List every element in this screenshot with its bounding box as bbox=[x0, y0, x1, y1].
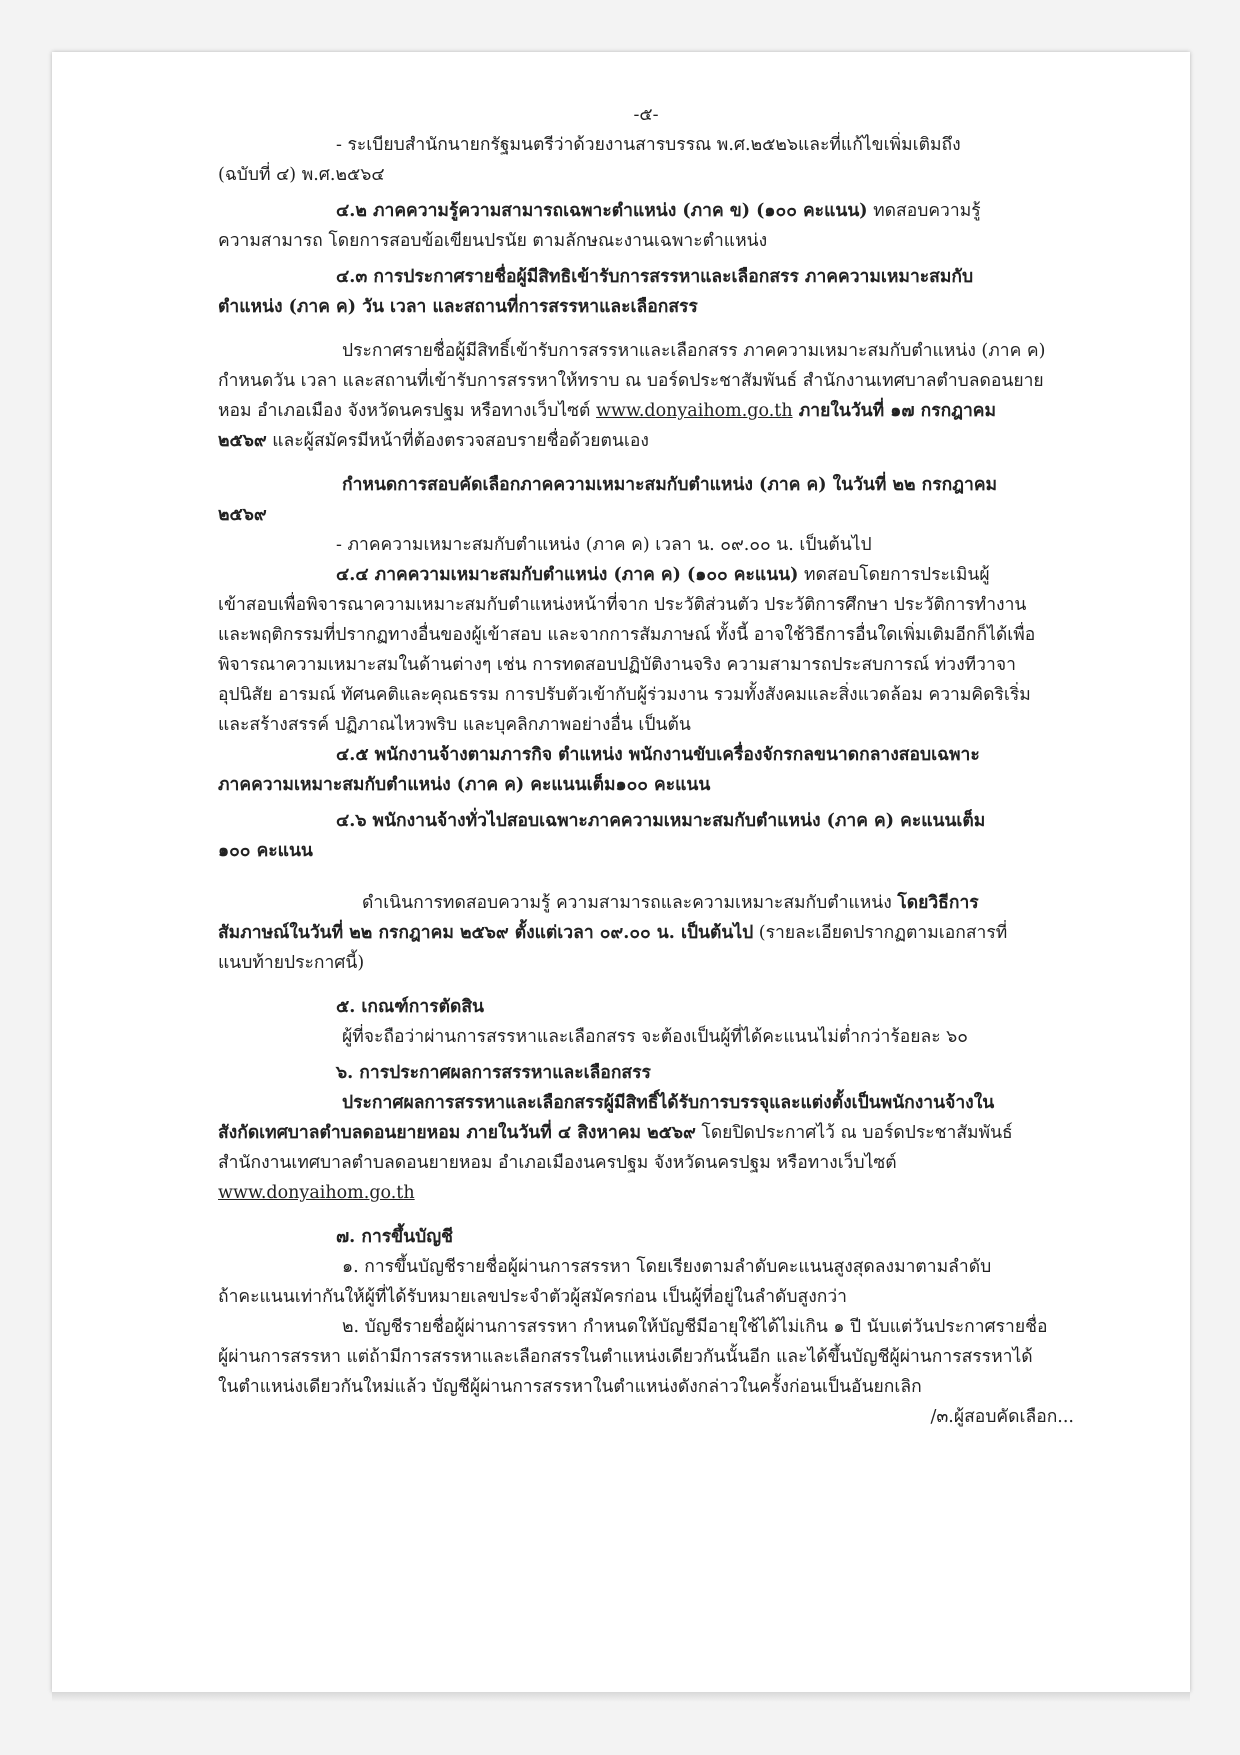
section-4-2-heading: ๔.๒ ภาคความรู้ความสามารถเฉพาะตำแหน่ง (ภาค ข) (๑๐๐ คะแนน) bbox=[336, 201, 868, 221]
section-4-2-line-1: ๔.๒ ภาคความรู้ความสามารถเฉพาะตำแหน่ง (ภาค ข) (๑๐๐ คะแนน) ทดสอบความรู้ bbox=[336, 201, 981, 221]
regulation-line-1: - ระเบียบสำนักนายกรัฐมนตรีว่าด้วยงานสารบรรณ พ.ศ.๒๕๒๖และที่แก้ไขเพิ่มเติมถึง bbox=[336, 135, 961, 155]
section-4-3-heading-1: ๔.๓ การประกาศรายชื่อผู้มีสิทธิเข้ารับการสรรหาและเลือกสรร ภาคความเหมาะสมกับ bbox=[336, 267, 974, 287]
section-5-text: ผู้ที่จะถือว่าผ่านการสรรหาและเลือกสรร จะต้องเป็นผู้ที่ได้คะแนนไม่ต่ำกว่าร้อยละ ๖๐ bbox=[342, 1027, 968, 1047]
section-4-6-line-1: ๔.๖ พนักงานจ้างทั่วไปสอบเฉพาะภาคความเหมาะสมกับตำแหน่ง (ภาค ค) คะแนนเต็ม bbox=[336, 811, 986, 831]
section-4-4-line-5: อุปนิสัย อารมณ์ ทัศนคติและคุณธรรม การปรับตัวเข้ากับผู้ร่วมงาน รวมทั้งสังคมและสิ่งแวดล้อม ความคิดริเริ่ม bbox=[218, 685, 1031, 705]
interview-line-2: สัมภาษณ์ในวันที่ ๒๒ กรกฎาคม ๒๕๖๙ ตั้งแต่เวลา ๐๙.๐๐ น. เป็นต้นไป (รายละเอียดปรากฏตามเอกสารที่ bbox=[218, 923, 1008, 943]
section-7-item-2-line-3: ในตำแหน่งเดียวกันใหม่แล้ว บัญชีผู้ผ่านการสรรหาในตำแหน่งดังกล่าวในครั้งก่อนเป็นอันยกเลิก bbox=[218, 1377, 922, 1397]
section-6-heading: ๖. การประกาศผลการสรรหาและเลือกสรร bbox=[336, 1063, 651, 1083]
website-link[interactable]: www.donyaihom.go.th bbox=[595, 401, 793, 421]
section-4-4-line-1: ๔.๔ ภาคความเหมาะสมกับตำแหน่ง (ภาค ค) (๑๐๐ คะแนน) ทดสอบโดยการประเมินผู้ bbox=[336, 565, 990, 585]
announcement-line-3: หอม อำเภอเมือง จังหวัดนครปฐม หรือทางเว็บไซต์ www.donyaihom.go.th ภายในวันที่ ๑๗ กรกฎาคม bbox=[218, 401, 997, 421]
announcement-line-2: กำหนดวัน เวลา และสถานที่เข้ารับการสรรหาให้ทราบ ณ บอร์ดประชาสัมพันธ์ สำนักงานเทศบาลตำบลดอนยาย bbox=[218, 371, 1044, 391]
regulation-line-2: (ฉบับที่ ๔) พ.ศ.๒๕๖๔ bbox=[218, 165, 385, 185]
page-number: -๕- bbox=[633, 105, 659, 125]
section-7-item-1-line-1: ๑. การขึ้นบัญชีรายชื่อผู้ผ่านการสรรหา โดยเรียงตามลำดับคะแนนสูงสุดลงมาตามลำดับ bbox=[342, 1257, 992, 1277]
interview-line-3: แนบท้ายประกาศนี้) bbox=[218, 953, 365, 973]
section-6-line-2: สังกัดเทศบาลตำบลดอนยายหอม ภายในวันที่ ๔ สิงหาคม ๒๕๖๙ โดยปิดประกาศไว้ ณ บอร์ดประชาสัมพันธ์ bbox=[218, 1123, 1013, 1143]
section-4-4-line-2: เข้าสอบเพื่อพิจารณาความเหมาะสมกับตำแหน่งหน้าที่จาก ประวัติส่วนตัว ประวัติการศึกษา ประวัติการทำงาน bbox=[218, 595, 1027, 615]
section-4-2-line-2: ความสามารถ โดยการสอบข้อเขียนปรนัย ตามลักษณะงานเฉพาะตำแหน่ง bbox=[218, 231, 768, 251]
section-6-line-3: สำนักงานเทศบาลตำบลดอนยายหอม อำเภอเมืองนครปฐม จังหวัดนครปฐม หรือทางเว็บไซต์ bbox=[218, 1153, 897, 1173]
document-body bbox=[218, 100, 1074, 1432]
section-4-4-line-3: และพฤติกรรมที่ปรากฏทางอื่นของผู้เข้าสอบ และจากการสัมภาษณ์ ทั้งนี้ อาจใช้วิธีการอื่นใดเพิ่มเติมอีกก็ได้เพื่อ bbox=[218, 625, 1036, 645]
section-4-4-line-4: พิจารณาความเหมาะสมในด้านต่างๆ เช่น การทดสอบปฏิบัติงานจริง ความสามารถประสบการณ์ ท่วงทีวาจา bbox=[218, 655, 1016, 675]
section-4-5-line-1: ๔.๕ พนักงานจ้างตามภารกิจ ตำแหน่ง พนักงานขับเครื่องจักรกลขนาดกลางสอบเฉพาะ bbox=[336, 745, 980, 765]
section-6-website-link[interactable]: www.donyaihom.go.th bbox=[218, 1183, 415, 1203]
section-6-line-1: ประกาศผลการสรรหาและเลือกสรรผู้มีสิทธิ์ได้รับการบรรจุและแต่งตั้งเป็นพนักงานจ้างใน bbox=[342, 1093, 995, 1113]
continuation-marker: /๓.ผู้สอบคัดเลือก... bbox=[930, 1407, 1074, 1427]
exam-schedule-line-1: กำหนดการสอบคัดเลือกภาคความเหมาะสมกับตำแหน่ง (ภาค ค) ในวันที่ ๒๒ กรกฎาคม bbox=[342, 475, 998, 495]
exam-time: - ภาคความเหมาะสมกับตำแหน่ง (ภาค ค) เวลา น. ๐๙.๐๐ น. เป็นต้นไป bbox=[336, 535, 872, 555]
section-4-5-line-2: ภาคความเหมาะสมกับตำแหน่ง (ภาค ค) คะแนนเต็ม๑๐๐ คะแนน bbox=[218, 775, 711, 795]
exam-schedule-line-2: ๒๕๖๙ bbox=[218, 505, 267, 525]
section-7-heading: ๗. การขึ้นบัญชี bbox=[336, 1227, 453, 1247]
announcement-line-4: ๒๕๖๙ และผู้สมัครมีหน้าที่ต้องตรวจสอบรายชื่อด้วยตนเอง bbox=[218, 431, 649, 451]
page-shadow bbox=[52, 1692, 1190, 1702]
section-4-4-heading: ๔.๔ ภาคความเหมาะสมกับตำแหน่ง (ภาค ค) (๑๐๐ คะแนน) bbox=[336, 565, 799, 585]
section-5-heading: ๕. เกณฑ์การตัดสิน bbox=[336, 997, 484, 1017]
section-4-4-line-6: และสร้างสรรค์ ปฏิภาณไหวพริบ และบุคลิกภาพอย่างอื่น เป็นต้น bbox=[218, 715, 691, 735]
section-4-3-heading-2: ตำแหน่ง (ภาค ค) วัน เวลา และสถานที่การสรรหาและเลือกสรร bbox=[218, 297, 698, 317]
interview-line-1: ดำเนินการทดสอบความรู้ ความสามารถและความเหมาะสมกับตำแหน่ง โดยวิธีการ bbox=[362, 893, 979, 913]
announcement-line-1: ประกาศรายชื่อผู้มีสิทธิ์เข้ารับการสรรหาและเลือกสรร ภาคความเหมาะสมกับตำแหน่ง (ภาค ค) bbox=[342, 341, 1046, 361]
section-7-item-2-line-2: ผู้ผ่านการสรรหา แต่ถ้ามีการสรรหาและเลือกสรรในตำแหน่งเดียวกันนั้นอีก และได้ขึ้นบัญชีผู้ผ่านการสรรหาได้ bbox=[218, 1347, 1033, 1367]
section-7-item-1-line-2: ถ้าคะแนนเท่ากันให้ผู้ที่ได้รับหมายเลขประจำตัวผู้สมัครก่อน เป็นผู้ที่อยู่ในลำดับสูงกว่า bbox=[218, 1287, 848, 1307]
section-7-item-2-line-1: ๒. บัญชีรายชื่อผู้ผ่านการสรรหา กำหนดให้บัญชีมีอายุใช้ได้ไม่เกิน ๑ ปี นับแต่วันประกาศรายชื่อ bbox=[342, 1317, 1048, 1337]
section-4-6-line-2: ๑๐๐ คะแนน bbox=[218, 841, 313, 861]
